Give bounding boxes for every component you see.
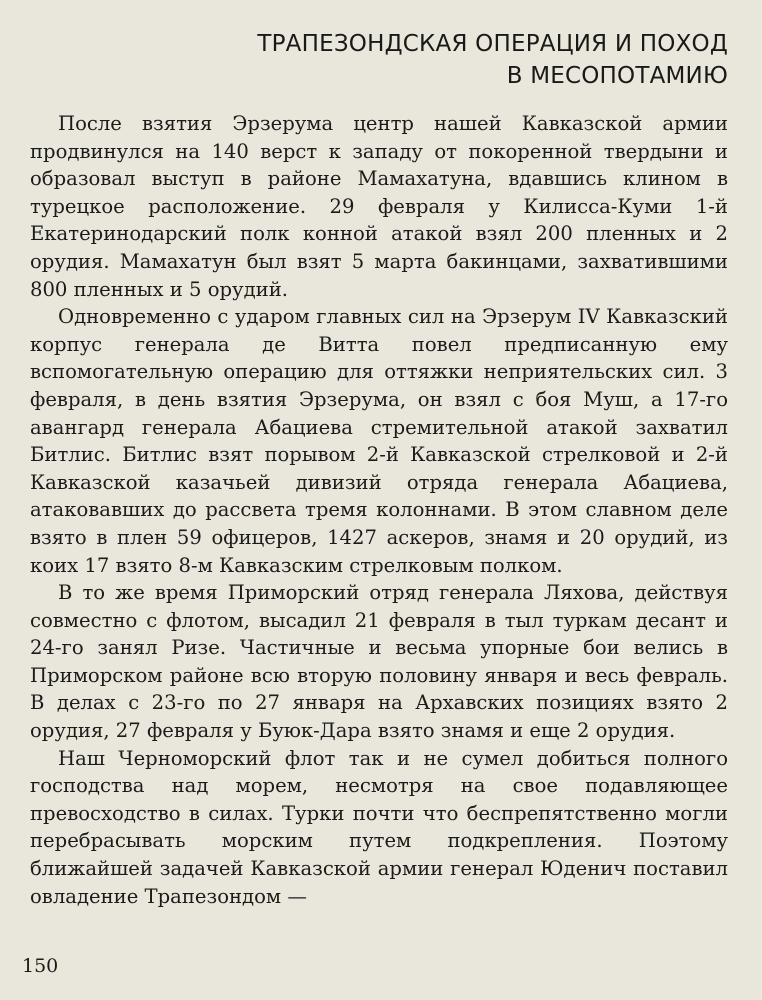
body-text <box>30 110 728 910</box>
paragraph-2: Одновременно с ударом главных сил на Эрзерум IV Кавказский корпус генерала де Витта повел предписанную ему вспомогательную операцию для оттяжки неприятельских сил. 3 февраля, в день взятия Эрзерума, он взял с боя Муш, а 17-го авангард генерала Абациева стремительной атакой захватил Битлис. Битлис взят порывом 2-й Кавказской стрелковой и 2-й Кавказской казачьей дивизий отряда генерала Абациева, атаковавших до рассвета тремя колоннами. В этом славном деле взято в плен 59 офицеров, 1427 аскеров, знамя и 20 орудий, из коих 17 взято 8-м Кавказским стрелковым полком. <box>30 305 728 577</box>
paragraph-4: Наш Черноморский флот так и не сумел добиться полного господства над морем, несмотря на свое подавляющее превосходство в силах. Турки почти что беспрепятственно могли перебрасывать морским путем подкрепления. Поэтому ближайшей задачей Кавказской армии генерал Юденич поставил овладение Трапезондом — <box>30 746 728 908</box>
chapter-heading-line-2: В МЕСОПОТАМИЮ <box>506 63 728 89</box>
page-number: 150 <box>22 955 59 977</box>
chapter-heading <box>30 28 728 92</box>
paragraph-1: После взятия Эрзерума центр нашей Кавказской армии продвинулся на 140 верст к западу от покоренной твердыни и образовал выступ в районе Мамахатуна, вдавшись клином в турецкое расположение. 29 февраля у Килисса-Куми 1-й Екатеринодарский полк конной атакой взял 200 пленных и 2 орудия. Мамахатун был взят 5 марта бакинцами, захватившими 800 пленных и 5 орудий. <box>30 112 728 301</box>
chapter-heading-line-1: ТРАПЕЗОНДСКАЯ ОПЕРАЦИЯ И ПОХОД <box>257 31 728 57</box>
paragraph-3: В то же время Приморский отряд генерала Ляхова, действуя совместно с флотом, высадил 21 февраля в тыл туркам десант и 24-го занял Ризе. Частичные и весьма упорные бои велись в Приморском районе всю вторую половину января и весь февраль. В делах с 23-го по 27 января на Архавских позициях взято 2 орудия, 27 февраля у Буюк-Дара взято знамя и еще 2 орудия. <box>30 581 728 743</box>
